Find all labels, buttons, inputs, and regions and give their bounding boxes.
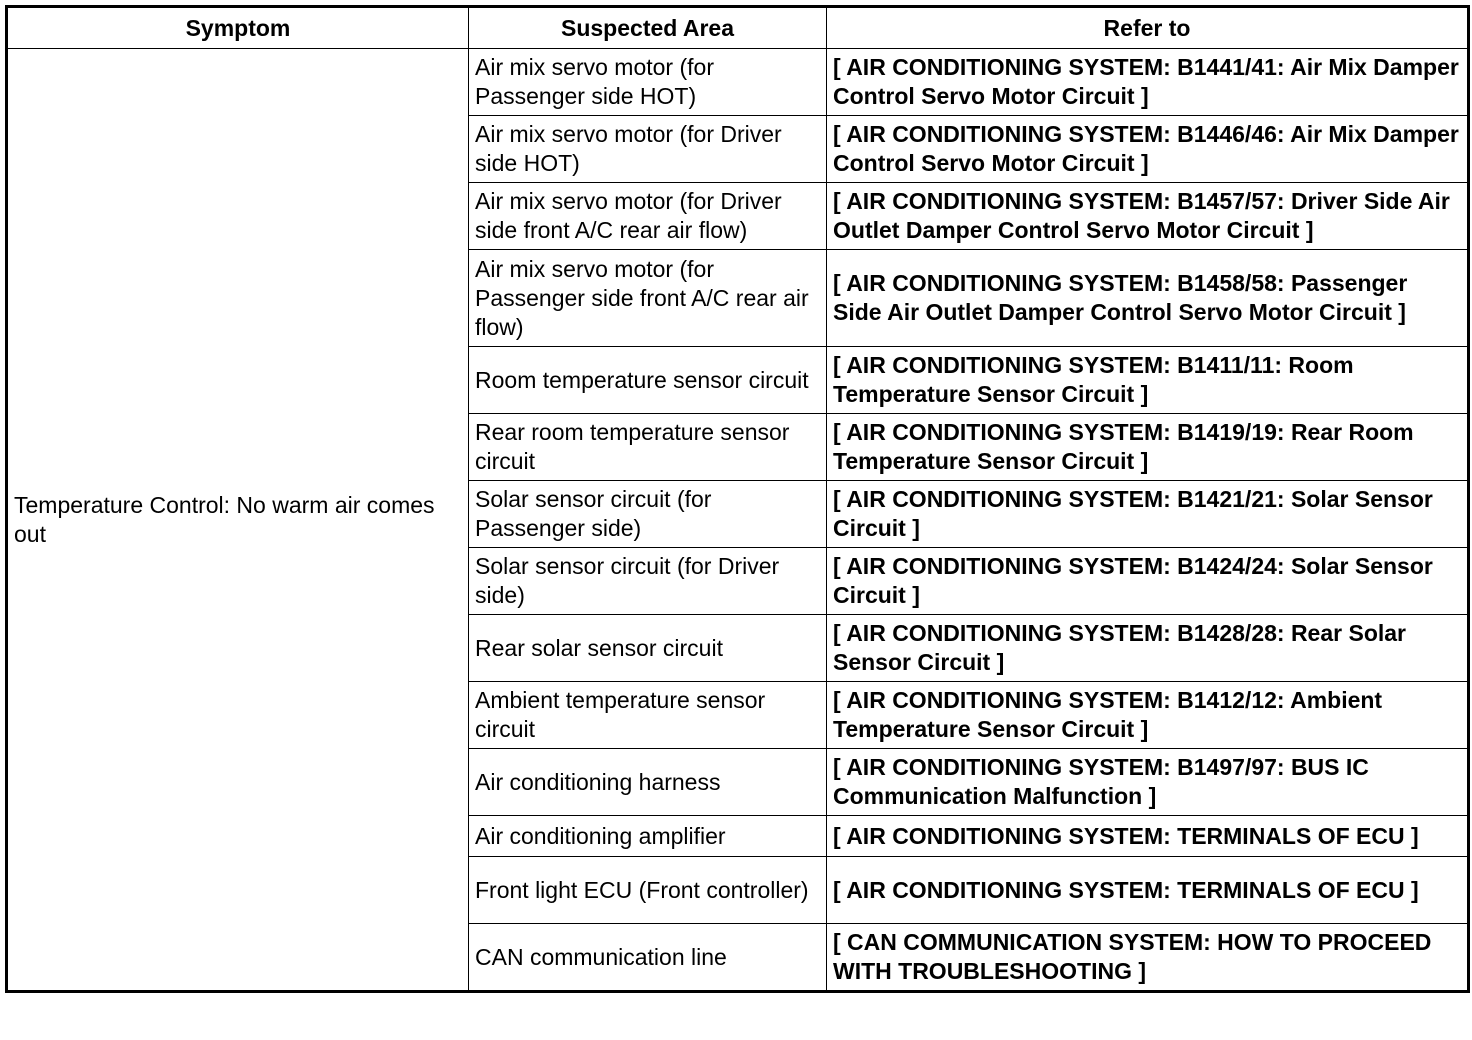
header-suspected-area: Suspected Area bbox=[469, 7, 827, 49]
suspected-area-cell: Air conditioning harness bbox=[469, 749, 827, 816]
suspected-area-cell: Solar sensor circuit (for Passenger side) bbox=[469, 481, 827, 548]
suspected-area-cell: Air conditioning amplifier bbox=[469, 816, 827, 857]
symptom-cell: Temperature Control: No warm air comes out bbox=[7, 49, 469, 992]
refer-link[interactable]: [ CAN COMMUNICATION SYSTEM: HOW TO PROCEED WITH TROUBLESHOOTING ] bbox=[827, 924, 1469, 992]
suspected-area-cell: Rear solar sensor circuit bbox=[469, 615, 827, 682]
refer-link[interactable]: [ AIR CONDITIONING SYSTEM: TERMINALS OF ECU ] bbox=[827, 816, 1469, 857]
refer-link[interactable]: [ AIR CONDITIONING SYSTEM: B1424/24: Solar Sensor Circuit ] bbox=[827, 548, 1469, 615]
suspected-area-cell: Rear room temperature sensor circuit bbox=[469, 414, 827, 481]
suspected-area-cell: Air mix servo motor (for Passenger side front A/C rear air flow) bbox=[469, 250, 827, 347]
refer-link[interactable]: [ AIR CONDITIONING SYSTEM: B1497/97: BUS IC Communication Malfunction ] bbox=[827, 749, 1469, 816]
suspected-area-cell: Air mix servo motor (for Driver side HOT) bbox=[469, 116, 827, 183]
suspected-area-cell: Room temperature sensor circuit bbox=[469, 347, 827, 414]
refer-link[interactable]: [ AIR CONDITIONING SYSTEM: B1446/46: Air Mix Damper Control Servo Motor Circuit ] bbox=[827, 116, 1469, 183]
table-row bbox=[7, 49, 1469, 116]
refer-link[interactable]: [ AIR CONDITIONING SYSTEM: B1411/11: Room Temperature Sensor Circuit ] bbox=[827, 347, 1469, 414]
refer-link[interactable]: [ AIR CONDITIONING SYSTEM: B1421/21: Solar Sensor Circuit ] bbox=[827, 481, 1469, 548]
refer-link[interactable]: [ AIR CONDITIONING SYSTEM: B1441/41: Air Mix Damper Control Servo Motor Circuit ] bbox=[827, 49, 1469, 116]
suspected-area-cell: Solar sensor circuit (for Driver side) bbox=[469, 548, 827, 615]
suspected-area-cell: Air mix servo motor (for Passenger side HOT) bbox=[469, 49, 827, 116]
header-refer-to: Refer to bbox=[827, 7, 1469, 49]
refer-link[interactable]: [ AIR CONDITIONING SYSTEM: B1419/19: Rear Room Temperature Sensor Circuit ] bbox=[827, 414, 1469, 481]
refer-link[interactable]: [ AIR CONDITIONING SYSTEM: TERMINALS OF ECU ] bbox=[827, 857, 1469, 924]
suspected-area-cell: Air mix servo motor (for Driver side front A/C rear air flow) bbox=[469, 183, 827, 250]
suspected-area-cell: Front light ECU (Front controller) bbox=[469, 857, 827, 924]
refer-link[interactable]: [ AIR CONDITIONING SYSTEM: B1458/58: Passenger Side Air Outlet Damper Control Servo Motor Circuit ] bbox=[827, 250, 1469, 347]
header-symptom: Symptom bbox=[7, 7, 469, 49]
suspected-area-cell: CAN communication line bbox=[469, 924, 827, 992]
refer-link[interactable]: [ AIR CONDITIONING SYSTEM: B1428/28: Rear Solar Sensor Circuit ] bbox=[827, 615, 1469, 682]
header-row bbox=[7, 7, 1469, 49]
diagnosis-table bbox=[5, 5, 1470, 993]
refer-link[interactable]: [ AIR CONDITIONING SYSTEM: B1457/57: Driver Side Air Outlet Damper Control Servo Motor Circuit ] bbox=[827, 183, 1469, 250]
refer-link[interactable]: [ AIR CONDITIONING SYSTEM: B1412/12: Ambient Temperature Sensor Circuit ] bbox=[827, 682, 1469, 749]
suspected-area-cell: Ambient temperature sensor circuit bbox=[469, 682, 827, 749]
